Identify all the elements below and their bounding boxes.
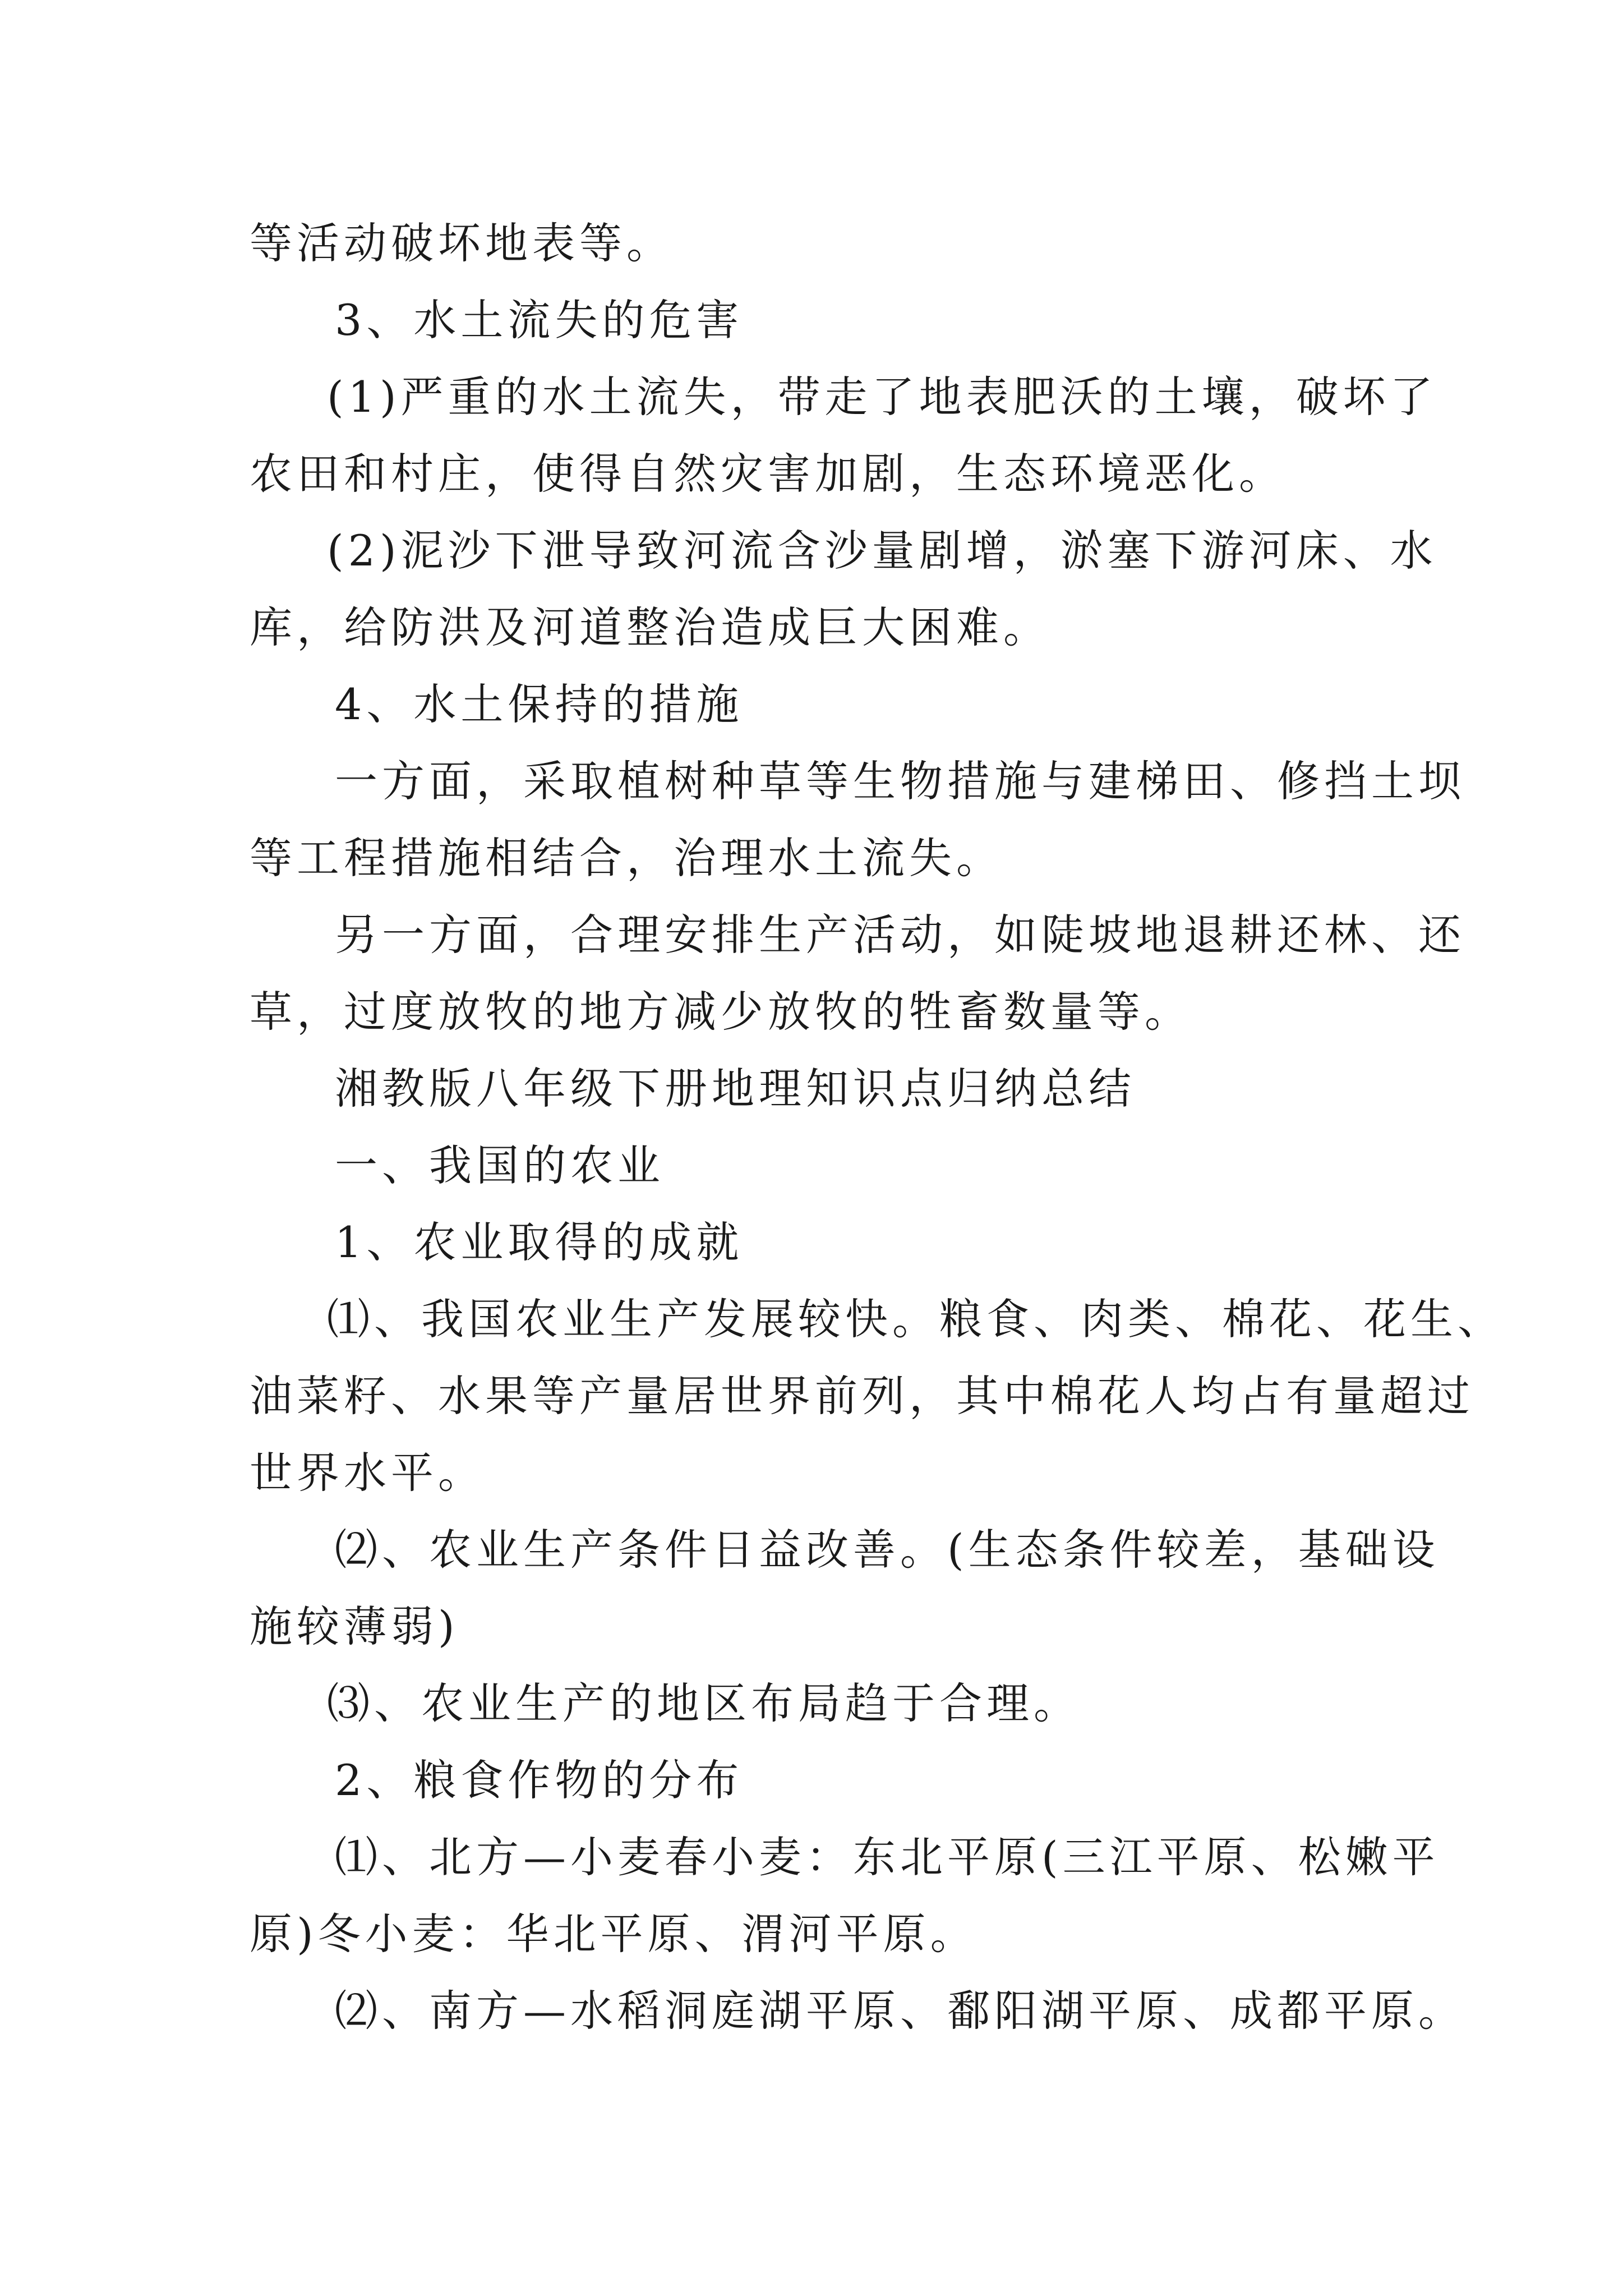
text-line: 等活动破坏地表等。 [250, 218, 674, 268]
text-line: (2)泥沙下泄导致河流含沙量剧增，淤塞下游河床、水 [327, 526, 1437, 576]
section-heading: 2、粮食作物的分布 [335, 1755, 744, 1805]
text-line: 草，过度放牧的地方减少放牧的牲畜数量等。 [250, 987, 1192, 1037]
text-line: 库，给防洪及河道整治造成巨大困难。 [250, 602, 1050, 652]
text-line: 世界水平。 [250, 1448, 485, 1498]
section-heading: 一、我国的农业 [335, 1140, 665, 1190]
text-line: 一方面，采取植树种草等生物措施与建梯田、修挡土坝 [335, 756, 1465, 806]
text-line: ⑴、北方—小麦春小麦：东北平原(三江平原、松嫩平 [335, 1832, 1440, 1882]
text-line: 原)冬小麦：华北平原、渭河平原。 [250, 1909, 978, 1959]
text-line: ⑶、农业生产的地区布局趋于合理。 [327, 1678, 1081, 1728]
text-line: 等工程措施相结合，治理水土流失。 [250, 833, 1003, 883]
text-line: 另一方面，合理安排生产活动，如陡坡地退耕还林、还 [335, 910, 1465, 960]
document-body [250, 205, 1505, 2049]
section-heading: 4、水土保持的措施 [335, 679, 744, 729]
section-heading: 3、水土流失的危害 [335, 295, 744, 345]
text-line: 油菜籽、水果等产量居世界前列，其中棉花人均占有量超过 [250, 1371, 1474, 1421]
text-line: ⑵、南方—水稻洞庭湖平原、鄱阳湖平原、成都平原。 [335, 1986, 1465, 2036]
text-line: ⑵、农业生产条件日益改善。(生态条件较差，基础设 [335, 1525, 1440, 1575]
text-line: 施较薄弱) [250, 1602, 459, 1651]
text-line: (1)严重的水土流失，带走了地表肥沃的土壤，破坏了 [327, 372, 1437, 422]
text-line: ⑴、我国农业生产发展较快。粮食、肉类、棉花、花生、 [327, 1294, 1505, 1344]
section-heading: 1、农业取得的成就 [335, 1217, 744, 1267]
text-line: 农田和村庄，使得自然灾害加剧，生态环境恶化。 [250, 449, 1286, 499]
document-title: 湘教版八年级下册地理知识点归纳总结 [335, 1064, 1136, 1114]
